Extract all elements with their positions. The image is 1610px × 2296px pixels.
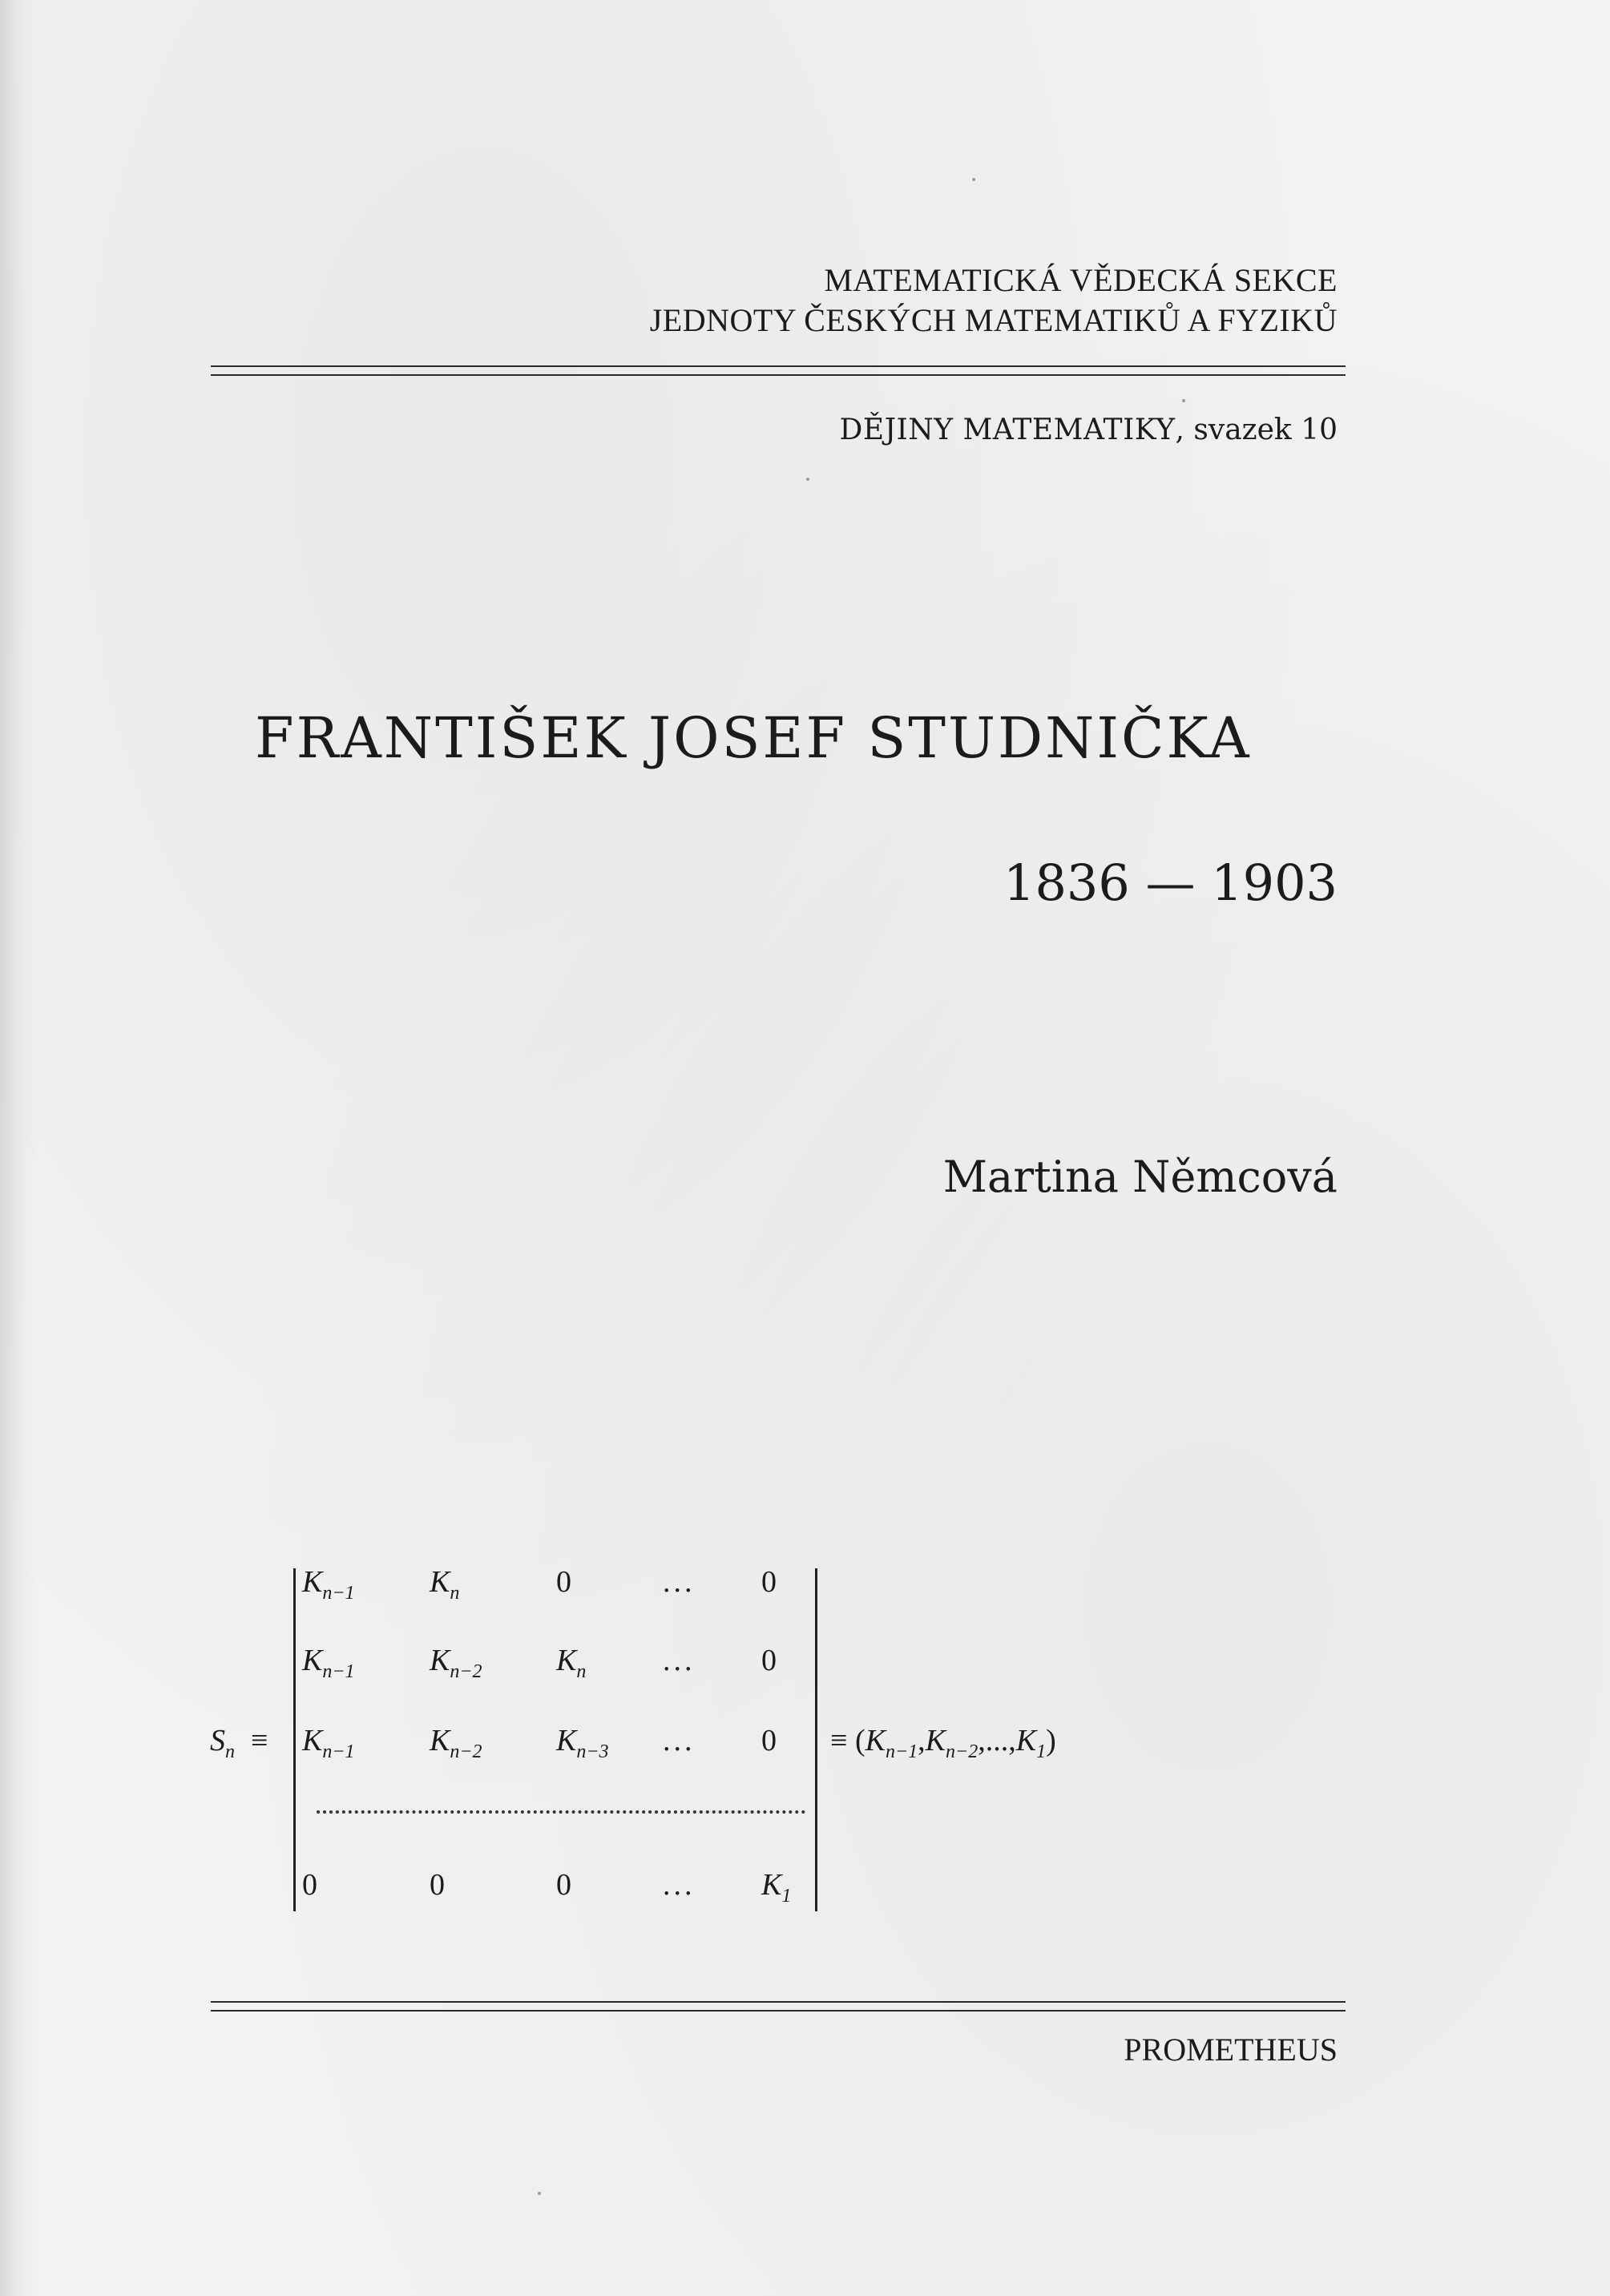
rhs-term-subscript: n−2 xyxy=(946,1741,979,1762)
matrix-cell-base: 0 xyxy=(761,1724,777,1757)
matrix-cell xyxy=(761,1723,777,1758)
matrix-cell-subscript: 1 xyxy=(781,1886,792,1907)
lhs-term-subscript: n xyxy=(225,1741,235,1762)
matrix-cell-subscript: n−3 xyxy=(576,1741,609,1762)
matrix-cell-base: K xyxy=(761,1868,782,1902)
matrix-cell xyxy=(761,1564,777,1600)
matrix-cell xyxy=(430,1564,459,1604)
matrix-cell xyxy=(302,1723,355,1763)
rhs-expression xyxy=(830,1723,1056,1763)
header-line-1: MATEMATICKÁ VĚDECKÁ SEKCE xyxy=(824,262,1338,298)
series-title: DĚJINY MATEMATIKY xyxy=(839,414,1176,446)
matrix-cell xyxy=(430,1723,482,1763)
paper-speck xyxy=(538,2192,541,2195)
lhs-term xyxy=(210,1723,235,1763)
matrix-cell xyxy=(302,1564,355,1604)
lhs-term-base: S xyxy=(210,1724,225,1757)
matrix-cell-subscript: n−2 xyxy=(450,1661,482,1682)
matrix-cell-subscript: n xyxy=(450,1583,460,1604)
matrix-cell xyxy=(663,1723,696,1758)
matrix-cell-base: ... xyxy=(663,1644,696,1677)
matrix-cell xyxy=(761,1867,791,1907)
paper-speck xyxy=(972,178,975,181)
matrix-cell-base: K xyxy=(302,1644,323,1677)
matrix-cell-base: ... xyxy=(663,1724,696,1757)
paper-speck xyxy=(806,478,809,481)
series-line xyxy=(839,414,1338,446)
matrix-cell-base: K xyxy=(556,1644,577,1677)
series-volume: , svazek 10 xyxy=(1175,414,1338,446)
matrix-cell xyxy=(556,1723,609,1763)
rhs-term xyxy=(925,1724,979,1762)
matrix-cell xyxy=(761,1643,777,1678)
footer-rule xyxy=(211,2001,1346,2012)
rhs-comma: , xyxy=(918,1724,926,1757)
matrix-cell xyxy=(302,1643,355,1683)
rhs-term-base: K xyxy=(1015,1724,1037,1757)
matrix-cell-base: 0 xyxy=(556,1565,571,1599)
matrix-cell-base: K xyxy=(302,1565,323,1599)
life-years: 1836 — 1903 xyxy=(1003,853,1338,912)
matrix-cell-base: ... xyxy=(663,1565,696,1599)
rhs-term xyxy=(865,1724,918,1762)
header-rule xyxy=(211,365,1346,376)
determinant-left-bar xyxy=(293,1568,296,1911)
matrix-cell-base: ... xyxy=(663,1868,696,1902)
spine-shadow xyxy=(0,0,37,2296)
matrix-cell-subscript: n−1 xyxy=(322,1583,355,1604)
matrix-cell xyxy=(430,1867,445,1903)
rhs-comma: , xyxy=(1008,1724,1016,1757)
rhs-term xyxy=(1015,1724,1047,1762)
matrix-cell-base: K xyxy=(430,1724,450,1757)
matrix-cell xyxy=(302,1867,317,1903)
rhs-term-subscript: n−1 xyxy=(885,1741,918,1762)
rhs-comma: , xyxy=(978,1724,986,1757)
paper-speck xyxy=(1182,399,1185,402)
matrix-cell-base: K xyxy=(556,1724,577,1757)
matrix-cell-base: K xyxy=(430,1565,450,1599)
matrix-cell-base: 0 xyxy=(761,1644,777,1677)
matrix-cell xyxy=(663,1867,696,1903)
matrix-cell xyxy=(430,1643,482,1683)
lhs-equiv-sign: ≡ xyxy=(251,1724,268,1757)
matrix-cell-base: 0 xyxy=(556,1868,571,1902)
rhs-term-base: K xyxy=(925,1724,946,1757)
book-title: FRANTIŠEK JOSEF STUDNIČKA xyxy=(255,705,1252,771)
publisher-name: PROMETHEUS xyxy=(1124,2032,1338,2068)
matrix-cell xyxy=(556,1867,571,1903)
matrix-cell xyxy=(663,1643,696,1678)
determinant-right-bar xyxy=(815,1568,817,1911)
matrix-cell-subscript: n xyxy=(576,1661,587,1682)
determinant-dotted-row xyxy=(317,1810,805,1814)
rhs-ellipsis: ... xyxy=(985,1724,1009,1757)
rhs-term-base: K xyxy=(865,1724,886,1757)
rhs-close-paren: ) xyxy=(1046,1724,1056,1757)
matrix-cell-base: K xyxy=(430,1644,450,1677)
rhs-term-subscript: 1 xyxy=(1036,1741,1047,1762)
matrix-cell-base: K xyxy=(302,1724,323,1757)
matrix-cell xyxy=(663,1564,696,1600)
matrix-cell-subscript: n−2 xyxy=(450,1741,482,1762)
rhs-equiv-sign: ≡ xyxy=(830,1724,855,1757)
matrix-cell-base: 0 xyxy=(761,1565,777,1599)
matrix-cell-subscript: n−1 xyxy=(322,1741,355,1762)
matrix-cell-base: 0 xyxy=(302,1868,317,1902)
matrix-cell-subscript: n−1 xyxy=(322,1661,355,1682)
rhs-open-paren: ( xyxy=(854,1724,866,1757)
author-name: Martina Němcová xyxy=(942,1152,1338,1202)
header-line-2: JEDNOTY ČESKÝCH MATEMATIKŮ A FYZIKŮ xyxy=(649,302,1338,338)
matrix-cell xyxy=(556,1564,571,1600)
matrix-cell-base: 0 xyxy=(430,1868,445,1902)
matrix-cell xyxy=(556,1643,586,1683)
